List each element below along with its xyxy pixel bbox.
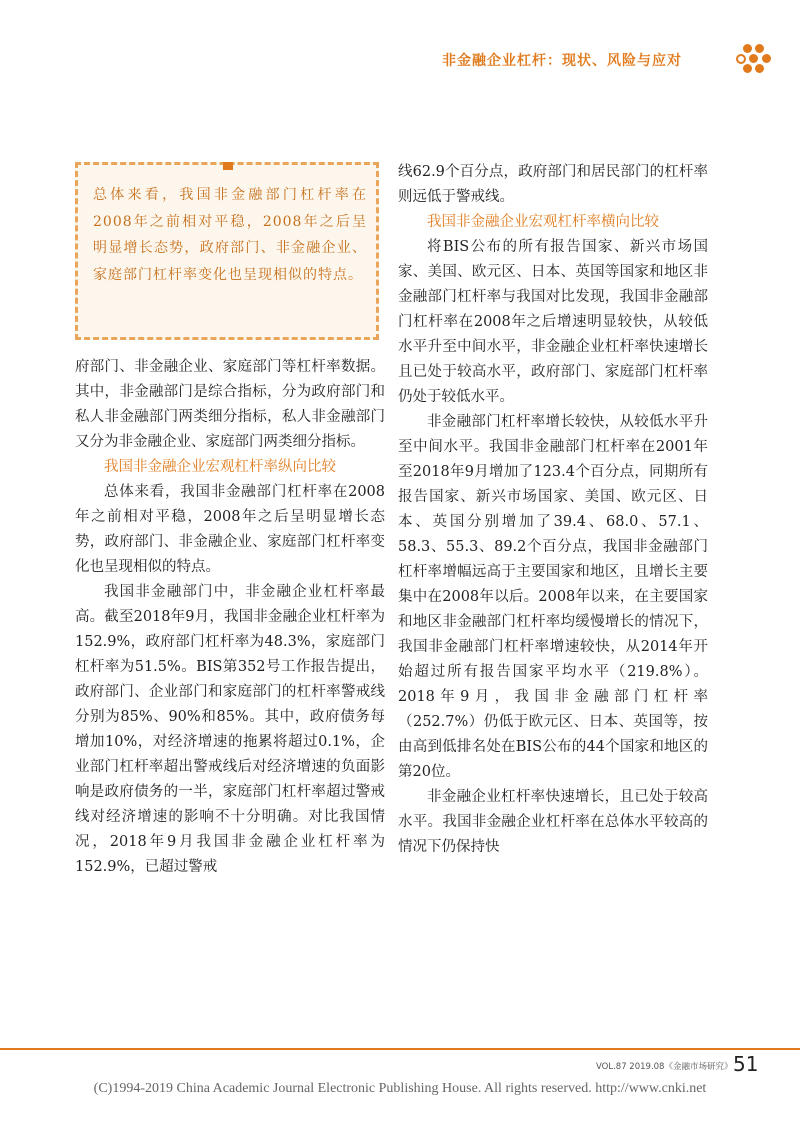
- right-column: [398, 160, 708, 860]
- journal-issue-label: VOL.87 2019.08《金融市场研究》: [596, 1062, 733, 1072]
- right-section-heading: 我国非金融企业宏观杠杆率横向比较: [427, 214, 659, 230]
- copyright-watermark: (C)1994-2019 China Academic Journal Electronic Publishing House. All rights reserved. http://www.cnki.net: [93, 1081, 707, 1096]
- callout-marker-icon: [223, 162, 233, 170]
- left-paragraph-3: 我国非金融部门中，非金融企业杠杆率最高。截至2018年9月，我国非金融企业杠杆率为152.9%，政府部门杠杆率为48.3%，家庭部门杠杆率为51.5%。BIS第352号工作报告提出，政府部门、企业部门和家庭部门的杠杆率警戒线分别为85%、90%和85%。其中，政府债务每增加10%，对经济增速的拖累将超过0.1%，企业部门杠杆率超出警戒线后对经济增速的负面影响是政府债务的一半，家庭部门杠杆率超过警戒线对经济增速的影响不十分明确。对比我国情况，2018年9月我国非金融企业杠杆率为152.9%，已超过警戒: [75, 584, 385, 875]
- right-paragraph-3: 非金融部门杠杆率增长较快，从较低水平升至中间水平。我国非金融部门杠杆率在2001年至2018年9月增加了123.4个百分点，同期所有报告国家、新兴市场国家、美国、欧元区、日本、英国分别增加了39.4、68.0、57.1、58.3、55.3、89.2个百分点，我国非金融部门杠杆率增幅远高于主要国家和地区，且增长主要集中在2008年以后。2008年以来，在主要国家和地区非金融部门杠杆率均缓慢增长的情况下，我国非金融部门杠杆率增速较快，从2014年开始超过所有报告国家平均水平（219.8%）。2018年9月，我国非金融部门杠杆率（252.7%）仍低于欧元区、日本、英国等，按由高到低排名处在BIS公布的44个国家和地区的第20位。: [398, 414, 708, 780]
- right-paragraph-2: 将BIS公布的所有报告国家、新兴市场国家、美国、欧元区、日本、英国等国家和地区非金融部门杠杆率与我国对比发现，我国非金融部门杠杆率在2008年之后增速明显较快，从较低水平升至中间水平，非金融企业杠杆率快速增长且已处于较高水平，政府部门、家庭部门杠杆率仍处于较低水平。: [398, 239, 708, 405]
- pull-quote-box: [75, 162, 379, 340]
- left-paragraph-2: 总体来看，我国非金融部门杠杆率在2008年之前相对平稳，2008年之后呈明显增长态势，政府部门、非金融企业、家庭部门杠杆率变化也呈现相似的特点。: [75, 484, 385, 575]
- footer-divider: [0, 1048, 800, 1050]
- left-column: [75, 355, 385, 880]
- callout-border-right: [376, 162, 379, 340]
- left-section-heading: 我国非金融企业宏观杠杆率纵向比较: [104, 459, 336, 475]
- right-paragraph-1: 线62.9个百分点，政府部门和居民部门的杠杆率则远低于警戒线。: [398, 164, 708, 205]
- pull-quote-text: 总体来看，我国非金融部门杠杆率在2008年之前相对平稳，2008年之后呈明显增长态势，政府部门、非金融企业、家庭部门杠杆率变化也呈现相似的特点。: [93, 187, 367, 283]
- right-paragraph-4: 非金融企业杠杆率快速增长，且已处于较高水平。我国非金融企业杠杆率在总体水平较高的情况下仍保持快: [398, 789, 708, 855]
- page-number: 51: [733, 1052, 759, 1076]
- left-paragraph-1: 府部门、非金融企业、家庭部门等杠杆率数据。其中，非金融部门是综合指标，分为政府部门和私人非金融部门两类细分指标，私人非金融部门又分为非金融企业、家庭部门两类细分指标。: [75, 359, 385, 450]
- callout-border-bottom: [75, 337, 379, 340]
- hexagon-logo-icon: [735, 44, 775, 84]
- running-header-title: 非金融企业杠杆：现状、风险与应对: [442, 53, 682, 69]
- callout-border-left: [75, 162, 78, 340]
